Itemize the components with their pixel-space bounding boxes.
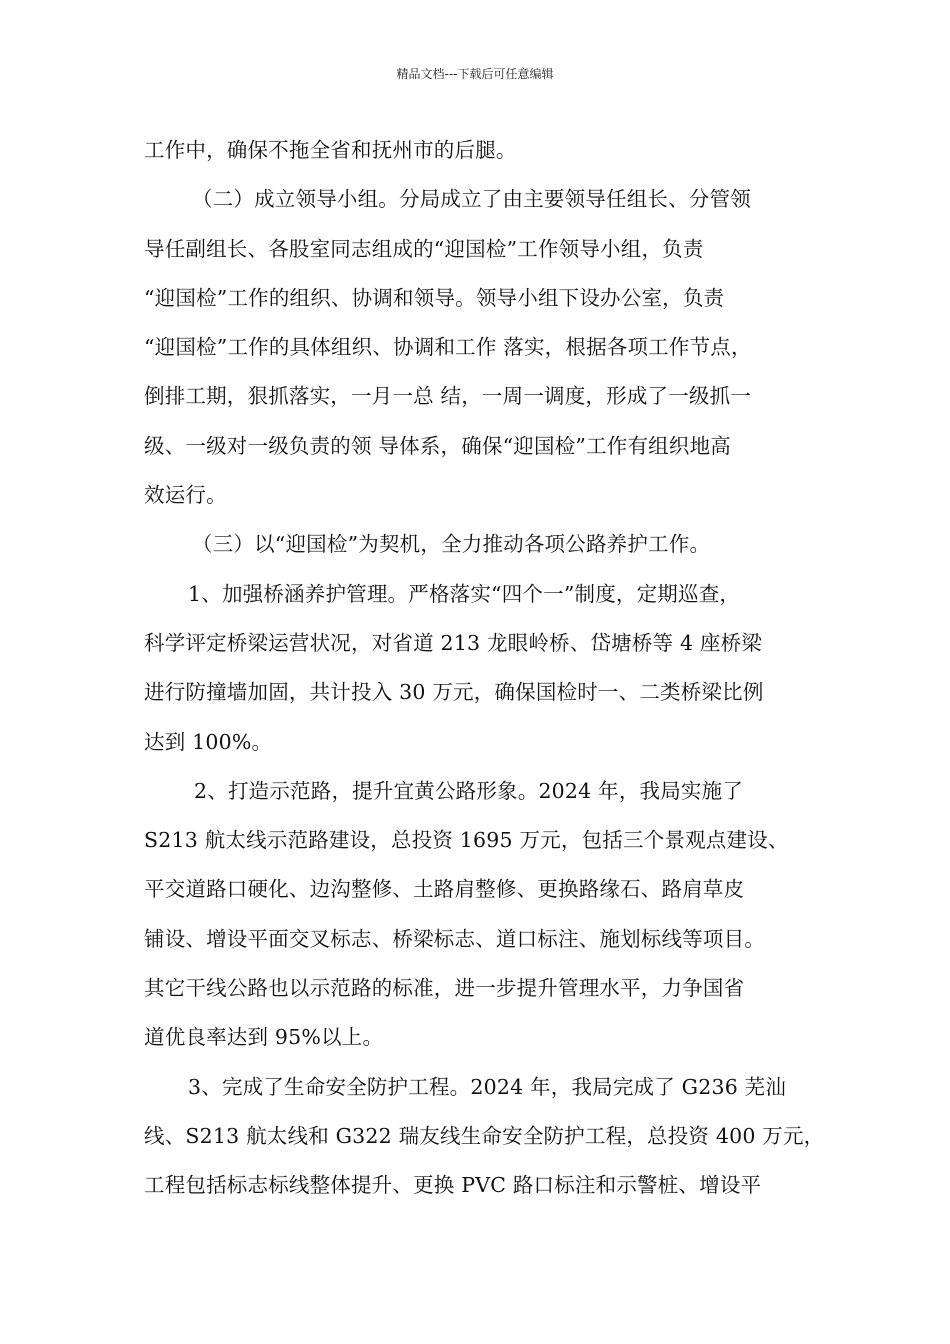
text-line: S213 航太线示范路建设，总投资 1695 万元，包括三个景观点建设、: [144, 828, 789, 853]
text-line: 工程包括标志标线整体提升、更换 PVC 路口标注和示警桩、增设平: [144, 1173, 762, 1198]
text-line: 科学评定桥梁运营状况，对省道 213 龙眼岭桥、岱塘桥等 4 座桥梁: [144, 630, 763, 655]
text-line: 级、一级对一级负责的领 导体系，确保“迎国检”工作有组织地高: [144, 433, 731, 458]
page-header: 精品文档---下载后可任意编辑: [396, 67, 554, 81]
text-line: 1、加强桥涵养护管理。严格落实“四个一”制度，定期巡查，: [188, 581, 741, 606]
text-line: 进行防撞墙加固，共计投入 30 万元，确保国检时一、二类桥梁比例: [144, 680, 764, 705]
text-line: 线、S213 航太线和 G322 瑞友线生命安全防护工程，总投资 400 万元，: [144, 1123, 825, 1148]
text-line: 达到 100%。: [144, 729, 273, 754]
text-line: 2、打造示范路，提升宜黄公路形象。2024 年，我局实施了: [194, 778, 744, 803]
document-body: [144, 126, 824, 1211]
text-line: 3、完成了生命安全防护工程。2024 年，我局完成了 G236 芜汕: [188, 1074, 787, 1099]
text-line: 导任副组长、各股室同志组成的“迎国检”工作领导小组，负责: [144, 236, 704, 261]
text-line: （三）以“迎国检”为契机，全力推动各项公路养护工作。: [192, 532, 711, 557]
text-line: 其它干线公路也以示范路的标准，进一步提升管理水平，力争国省: [144, 976, 745, 1001]
text-line: 倒排工期，狠抓落实，一月一总 结，一周一调度，形成了一级抓一: [144, 384, 752, 409]
text-line: 工作中，确保不拖全省和抚州市的后腿。: [144, 138, 517, 162]
text-line: （二）成立领导小组。分局成立了由主要领导任组长、分管领: [192, 187, 751, 212]
text-line: 铺设、增设平面交叉标志、桥梁标志、道口标注、施划标线等项目。: [144, 926, 765, 951]
text-line: 效运行。: [144, 483, 227, 508]
text-line: “迎国检”工作的具体组织、协调和工作 落实，根据各项工作节点，: [144, 335, 752, 360]
text-line: 平交道路口硬化、边沟整修、土路肩整修、更换路缘石、路肩草皮: [144, 877, 745, 902]
text-line: 道优良率达到 95%以上。: [144, 1025, 384, 1050]
text-line: “迎国检”工作的组织、协调和领导。领导小组下设办公室，负责: [144, 285, 725, 310]
